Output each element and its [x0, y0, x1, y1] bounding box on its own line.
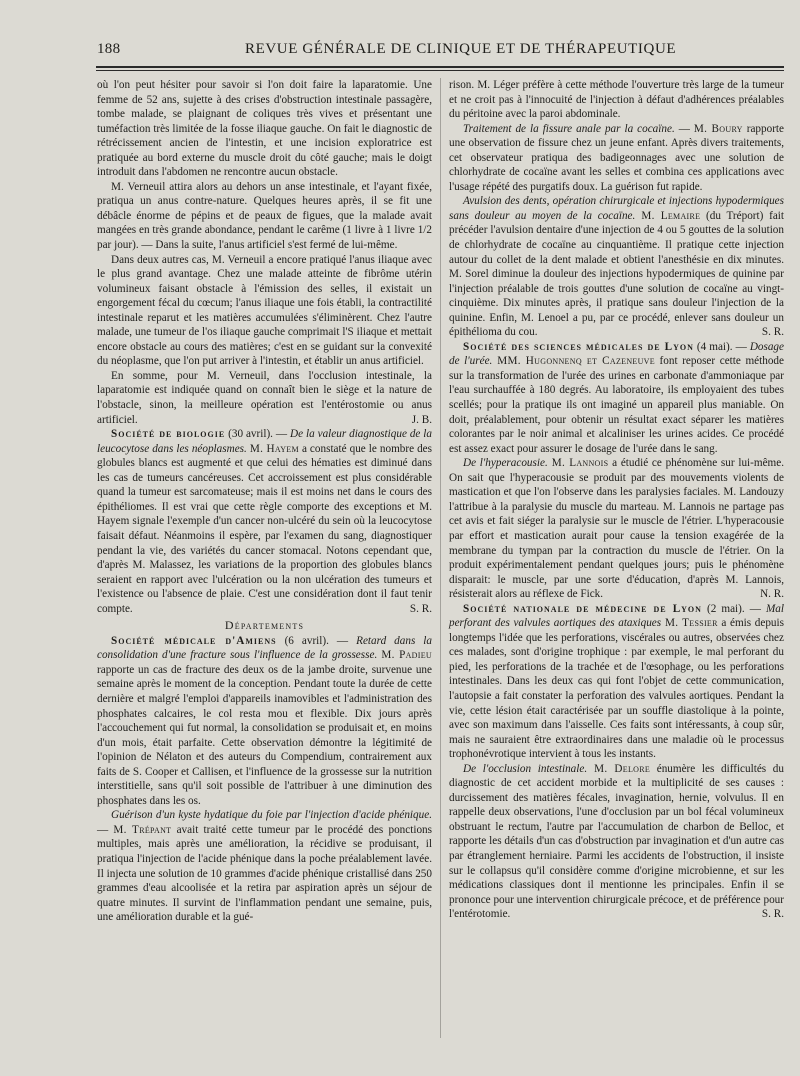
author-name: M. Lannois	[547, 457, 609, 470]
report	[449, 122, 784, 195]
report-text: rapporte une observation de fissure chez un jeune enfant. Après divers traitements, cet observateur pratiqua des badigeonnages avec une solution de chlorhydrate de cocaïne avant les selles et combina ces applications avec l'usage répété des purgatifs doux. La guérison fut rapide.	[449, 122, 784, 193]
report-title: Traitement de la fissure anale par la cocaïne.	[463, 122, 675, 135]
report-text: a constaté que le nombre des globules blancs est augmenté et que celui des hématies est diminué dans les cas de tumeurs cancéreuses. Cet accroissement est plus considérable quand la tumeur est sarcomateuse; mais il est moins net dans le cours des épithéliomes. Il est vrai que cette règle comporte des exceptions et M. Hayem signale l'exemple d'un cancer non-ulcéré du sein où la leucocytose faisait défaut. Néanmoins il espère, par l'examen du sang, diagnostiquer pendant la vie, des variétés du cancer stomacal. Notons cependant que, d'après M. Malassez, les variations de la proportion des globules blancs seraient en rapport avec l'ulcération ou la non ulcération des tumeurs et l'existence ou l'absence de plaie. C'est une considération dont il faut tenir compte.	[97, 442, 433, 615]
report-text: avait traité cette tumeur par le procédé des ponctions multiples, mais après une amélioration, la récidive se produisant, il pratiqua l'injection de l'acide phénique dans la poche préalablement lavée. Il injecta une solution de 10 grammes d'acide phénique cristallisé dans 250 grammes d'eau alcoolisée et la retira par aspiration après un séjour de quatre minutes. Il survint de l'inflammation pendant une semaine, puis, une amélioration durable et la gué-	[97, 823, 432, 924]
page-number: 188	[97, 41, 121, 57]
author-name: M. Lemaire	[635, 209, 701, 222]
signature: S. R.	[761, 326, 784, 339]
society-name: Société nationale de médecine de Lyon	[463, 602, 702, 615]
report-title: Retard dans la consolidation d'une fracture sous l'influence de la grossesse.	[97, 634, 433, 662]
report-title: De la valeur diagnostique de la leucocytose dans les néoplasmes.	[97, 428, 433, 455]
society-report	[449, 602, 784, 762]
report-date: (2 mai). —	[701, 602, 766, 615]
column-divider	[440, 78, 441, 1038]
paragraph: rison. M. Léger préfère à cette méthode l'ouverture très large de la tumeur et ne croit pas à l'innocuité de l'injection à défaut d'adhérences préalables du péritoine avec la paroi abdominale.	[449, 79, 784, 121]
paragraph: où l'on peut hésiter pour savoir si l'on doit faire la laparatomie. Une femme de 52 ans, sujette à des crises d'obstruction intestinale passagère, tombe malade, se plaignant de coliques très vives et présentant une tuméfaction très limitée de la fosse iliaque gauche. On fait le diagnostic de rétrécissement ancien de l'intestin, et une incision exploratrice est pratiquée au bord externe du muscle droit du côté gauche; mais le doigt introduit dans l'abdomen ne rencontre aucun obstacle.	[97, 79, 432, 179]
paragraph: M. Verneuil attira alors au dehors un anse intestinale, et l'ayant fixée, pratiqua un anus contre-nature. Quelques heures après, il se fit une débâcle énorme de pépins et de peaux de figues, que la malade avait mangées en très grande abondance, pendant le carême (1 livre à 1 livre 1/2 par jour). — Dans la suite, l'anus artificiel s'est fermé de lui-même.	[97, 180, 432, 252]
report-date: (30 avril). —	[225, 428, 291, 441]
report-title: Dosage de l'urée.	[449, 340, 784, 368]
report-title: Avulsion des dents, opération chirurgicale et injections hypodermiques sans douleur au moyen de la cocaïne.	[449, 195, 784, 222]
report	[97, 808, 432, 924]
running-header	[95, 38, 785, 62]
author-name: MM. Hugonnenq et Cazeneuve	[492, 355, 655, 368]
header-rule-thick	[96, 66, 784, 68]
report-text: (du Tréport) fait précéder l'avulsion dentaire d'une injection de 4 ou 5 gouttes de la solution de chlorhydrate de cocaïne au cinquantième. Il pratique cette injection autour du collet de la dent malade et obtient l'anesthésie en dix minutes. M. Sorel diminue la douleur des injections hypodermiques de quinine par l'injection préalable de trois gouttes d'une solution de cocaïne au vingt-cinquième. Dix minutes après, il pratique sans douleur l'injection de la quinine. Enfin, M. Lenoel a pu, par ce procédé, enlever sans douleur un épithélioma du cou.	[449, 209, 784, 339]
signature: S. R.	[409, 602, 432, 615]
report	[449, 194, 784, 339]
society-name: Société des sciences médicales de Lyon	[463, 340, 694, 353]
report-text: rapporte un cas de fracture des deux os de la jambe droite, survenue une semaine après le moment de la conception. Pendant toute la durée de cette dernière et malgré l'emploi d'appareils inamovibles et l'administration des phosphates calcaires, le col resta mou et flexible. Dix jours après l'accouchement qui fut normal, la consolidation se produisait et, en moins d'un mois, était parfaite. Cette observation démontre la légitimité de l'opinion de Nélaton et des auteurs du Compendium, contrairement aux faits de S. Cooper et Callisen, et l'influence de la grossesse sur la nutrition interstitielle, sans qu'il soit possible de l'attribuer à une diminution des phosphates dans les os.	[97, 663, 432, 807]
author-name: M. Tessier	[661, 617, 718, 630]
signature: S. R.	[761, 908, 784, 921]
report-title: De l'hyperacousie.	[463, 457, 548, 470]
author-name: M. Hayem	[249, 442, 299, 455]
report-date: (6 avril). —	[276, 634, 357, 647]
society-report	[449, 340, 784, 456]
signature: N. R.	[760, 588, 784, 601]
report-title: Mal perforant des valvules aortiques des ataxiques	[449, 602, 784, 630]
author-name: M. Trépant	[113, 823, 172, 836]
right-column	[449, 78, 784, 922]
society-name: Société médicale d'Amiens	[111, 634, 277, 647]
dash: —	[97, 823, 114, 836]
section-heading: Départements	[224, 618, 305, 633]
paragraph	[97, 369, 432, 427]
society-name: Société de biologie	[111, 428, 226, 441]
report-text: énumère les difficultés du diagnostic de cet accident morbide et la multiplicité de ses causes : durcissement des matières fécales, invagination, hernie, volvulus. Il en rappelle deux observations, l'une d'occlusion par un bol fécal volumineux obstruant le rectum, l'autre par l'accumulation de charbon de Belloc, et rapporte les détails d'un cas d'obstruction par invagination et d'un autre cas par étranglement herniaire. Parmi les accidents de l'obstruction, il insiste sur le collapsus qu'il considère comme d'origine microbienne, et sur les médications classiques dont il mentionne les principales. Enfin il se prononce pour une intervention chirurgicale précoce, et de préférence pour l'entérotomie.	[449, 762, 784, 921]
journal-title: REVUE GÉNÉRALE DE CLINIQUE ET DE THÉRAPEUTIQUE	[245, 41, 677, 57]
report	[449, 762, 784, 922]
dash: —	[674, 122, 694, 135]
society-report	[97, 634, 432, 809]
report-text: a émis depuis longtemps l'idée que les perforations, viscérales ou autres, observées chez ces malades, sont d'origine trophique : par exemple, le mal perforant du pied, les perforations de la trachée et de l'œsophage, ou les perforations intestinales. Dans les deux cas qui font l'objet de cette communication, l'autopsie a fait constater la perforation des valvules aortiques. Pendant la vie, cette lésion était caractérisée par un souffle diastolique à la pointe, avec son maximum dans l'aisselle. Ces faits sont intéressants, à coup sûr, mais ne sauraient être extraordinaires dans une maladie où le processus trophonévrotique intervient à tous les instants.	[449, 617, 784, 761]
signature: J. B.	[411, 413, 432, 426]
paragraph: Dans deux autres cas, M. Verneuil a encore pratiqué l'anus iliaque avec le plus grand avantage. Chez une malade atteinte de fibrôme utérin volumineux faisant obstacle à l'émission des selles, il existait un engorgement fécal du cœcum; l'anus iliaque une fois établi, la contractilité intestinale reparut et les matières accumulées s'éliminèrent. Chez l'autre malade, une tumeur de l'os iliaque gauche comprimait l'S iliaque et mettait encore obstacle au cours des matières; c'est en se guidant sur la convexité du néoplasme, que l'on put arriver à l'intestin, et établir un anus artificiel.	[97, 253, 432, 368]
header-rule-thin	[96, 70, 784, 71]
left-column	[97, 78, 432, 925]
report	[449, 456, 784, 601]
author-name: M. Delore	[587, 762, 651, 775]
author-name: M. Boury	[693, 122, 743, 135]
report-title: Guérison d'un kyste hydatique du foie par l'injection d'acide phénique.	[111, 809, 432, 822]
report-text: a étudié ce phénomène sur lui-même. On sait que l'hyperacousie se produit par des mouvements violents de mastication et que l'on l'observe dans les paralysies faciales. M. Landouzy l'attribue à la paralysie du muscle du marteau. M. Lannois ne partage pas cet avis et fait siéger la paralysie sur le muscle de l'étrier. L'hyperacousie par effort et mastication aurait pour cause la tension exagérée de la membrane du tympan par la contraction du muscle de l'étrier. On la produit expérimentalement pendant quelques jours; puis le phénomène disparait: le muscle, par une sorte d'éducation, d'après M. Lannois, résisterait alors au réflexe de Fick.	[449, 457, 784, 601]
author-name: M. Padieu	[381, 649, 432, 662]
report-date: (4 mai). —	[693, 340, 750, 353]
paragraph-text: En somme, pour M. Verneuil, dans l'occlusion intestinale, la laparatomie est indiquée quand on connaît bien le siège et la nature de l'obstacle, sinon, la meilleure opération est l'entérostomie ou anus artificiel.	[97, 369, 432, 426]
report-title: De l'occlusion intestinale.	[463, 762, 588, 775]
report-text: font reposer cette méthode sur la transformation de l'urée des urines en carbonate d'ammoniaque par l'eau surchauffée à 180 degrés. Au laboratoire, ils employaient des tubes scellés; pour la pratique ils ont imaginé un appareil plus maniable. On doit, préalablement, pour obtenir un résultat exact séparer les matières colorantes par le noir animal et alcaliniser les urines acides. Ce procédé est assez exact pour assurer le dosage de l'urée dans le sang.	[449, 355, 784, 455]
society-report	[97, 427, 432, 616]
